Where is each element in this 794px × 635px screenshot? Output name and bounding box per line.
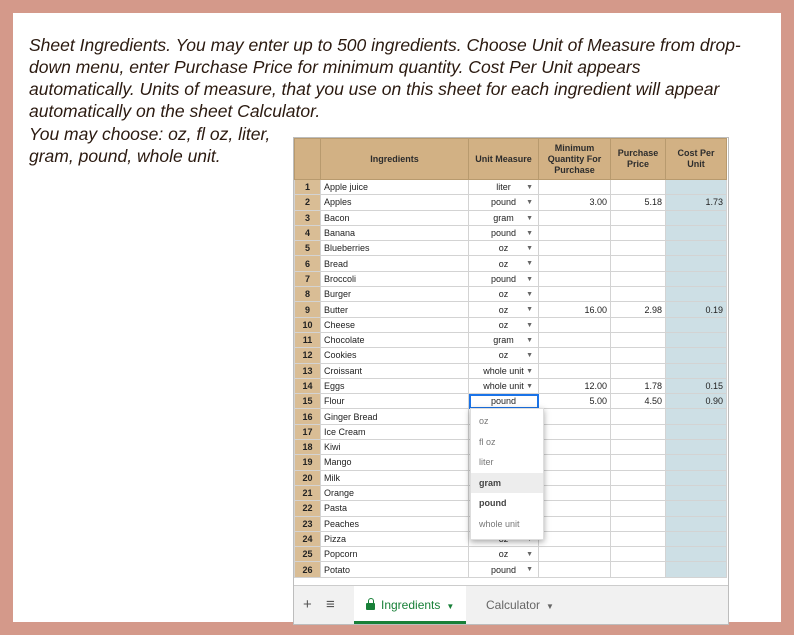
purchase-price-cell[interactable] [611, 180, 666, 195]
unit-measure-cell[interactable] [469, 562, 539, 577]
purchase-price-cell[interactable] [611, 348, 666, 363]
lock-icon [366, 603, 375, 610]
row-number[interactable]: 4 [295, 225, 321, 240]
ingredient-cell[interactable]: Pasta [321, 501, 469, 516]
cost-per-unit-cell: 0.15 [666, 378, 727, 393]
add-sheet-icon[interactable]: + [303, 596, 312, 613]
unit-dropdown-menu[interactable] [470, 408, 544, 540]
ingredient-cell[interactable]: Bacon [321, 210, 469, 225]
cost-per-unit-cell [666, 455, 727, 470]
cost-per-unit-cell [666, 256, 727, 271]
table-row [295, 394, 727, 409]
unit-value: gram [493, 335, 514, 346]
tab-calculator-label: Calculator [486, 598, 541, 612]
min-quantity-cell[interactable] [539, 485, 611, 500]
min-quantity-cell[interactable] [539, 440, 611, 455]
cost-per-unit-cell [666, 225, 727, 240]
cost-per-unit-cell [666, 562, 727, 577]
unit-value: oz [498, 258, 509, 269]
cost-per-unit-cell [666, 180, 727, 195]
min-quantity-cell[interactable] [539, 516, 611, 531]
purchase-price-cell[interactable] [611, 501, 666, 516]
row-number[interactable]: 13 [295, 363, 321, 378]
dropdown-arrow-icon[interactable]: ▼ [526, 184, 533, 191]
ingredient-cell[interactable]: Kiwi [321, 440, 469, 455]
unit-measure-cell[interactable] [469, 378, 539, 393]
min-quantity-cell[interactable] [539, 225, 611, 240]
chevron-down-icon: ▼ [546, 602, 554, 611]
unit-measure-cell[interactable] [469, 210, 539, 225]
row-number[interactable]: 10 [295, 317, 321, 332]
dropdown-arrow-icon[interactable]: ▼ [526, 551, 533, 559]
ingredient-cell[interactable]: Milk [321, 470, 469, 485]
min-quantity-cell[interactable]: 3.00 [539, 195, 611, 210]
table-row [295, 225, 727, 240]
dropdown-arrow-icon[interactable]: ▼ [526, 352, 533, 360]
table-row [295, 317, 727, 332]
dropdown-arrow-icon[interactable]: ▼ [526, 382, 533, 390]
row-number[interactable]: 17 [295, 424, 321, 439]
dropdown-arrow-icon[interactable]: ▼ [526, 566, 533, 574]
purchase-price-cell[interactable] [611, 485, 666, 500]
row-number[interactable]: 7 [295, 271, 321, 286]
min-quantity-cell[interactable] [539, 531, 611, 546]
row-number[interactable]: 18 [295, 440, 321, 455]
dropdown-arrow-icon[interactable]: ▼ [526, 306, 533, 314]
min-quantity-cell[interactable] [539, 210, 611, 225]
purchase-price-cell[interactable] [611, 256, 666, 271]
purchase-price-cell[interactable] [611, 332, 666, 347]
cost-per-unit-cell [666, 241, 727, 256]
purchase-price-cell[interactable] [611, 424, 666, 439]
min-quantity-cell[interactable] [539, 287, 611, 302]
min-quantity-cell[interactable] [539, 241, 611, 256]
dropdown-option[interactable]: fl oz [479, 436, 496, 447]
table-row [295, 256, 727, 271]
unit-choices-text: You may choose: oz, fl oz, liter, gram, pound, whole unit. [29, 124, 271, 166]
unit-measure-cell[interactable] [469, 241, 539, 256]
table-row [295, 348, 727, 363]
min-quantity-cell[interactable] [539, 562, 611, 577]
dropdown-arrow-icon[interactable]: ▼ [526, 245, 533, 253]
min-quantity-cell[interactable] [539, 256, 611, 271]
row-number[interactable]: 11 [295, 332, 321, 347]
unit-measure-cell[interactable] [469, 195, 539, 210]
cost-per-unit-cell [666, 287, 727, 302]
min-quantity-cell[interactable] [539, 455, 611, 470]
purchase-price-cell[interactable] [611, 409, 666, 424]
ingredient-cell[interactable]: Mango [321, 455, 469, 470]
dropdown-arrow-icon[interactable]: ▼ [526, 275, 533, 283]
ingredient-cell[interactable]: Popcorn [321, 547, 469, 562]
unit-value: liter [496, 182, 511, 193]
dropdown-arrow-icon[interactable]: ▼ [526, 367, 533, 375]
unit-value: whole unit [483, 381, 524, 391]
ingredient-cell[interactable]: Butter [321, 302, 469, 317]
unit-measure-cell[interactable] [469, 394, 539, 409]
purchase-price-cell[interactable] [611, 455, 666, 470]
ingredient-cell[interactable]: Croissant [321, 363, 469, 378]
dropdown-option[interactable]: liter [479, 457, 494, 468]
sheet-tab-bar [294, 585, 728, 625]
cost-per-unit-cell: 0.90 [666, 394, 727, 409]
table-row [295, 302, 727, 317]
purchase-price-cell[interactable] [611, 516, 666, 531]
purchase-price-cell[interactable]: 4.50 [611, 394, 666, 409]
purchase-price-cell[interactable] [611, 210, 666, 225]
ingredient-cell[interactable]: Cheese [321, 317, 469, 332]
min-quantity-cell[interactable] [539, 348, 611, 363]
min-quantity-cell[interactable] [539, 547, 611, 562]
cost-per-unit-cell [666, 424, 727, 439]
unit-measure-cell[interactable] [469, 271, 539, 286]
table-row [295, 287, 727, 302]
ingredient-cell[interactable]: Blueberries [321, 241, 469, 256]
ingredient-cell[interactable]: Flour [321, 394, 469, 409]
dropdown-arrow-icon[interactable]: ▼ [526, 321, 533, 329]
ingredient-cell[interactable]: Banana [321, 225, 469, 240]
min-quantity-cell[interactable]: 5.00 [539, 394, 611, 409]
ingredient-cell[interactable]: Bread [321, 256, 469, 271]
table-row [295, 271, 727, 286]
unit-measure-cell[interactable] [469, 348, 539, 363]
row-number[interactable]: 26 [295, 562, 321, 577]
unit-measure-cell[interactable] [469, 547, 539, 562]
cost-per-unit-cell [666, 516, 727, 531]
cost-per-unit-cell [666, 317, 727, 332]
row-number[interactable]: 21 [295, 485, 321, 500]
chevron-down-icon: ▼ [446, 602, 455, 611]
cost-per-unit-cell [666, 363, 727, 378]
purchase-price-cell[interactable] [611, 241, 666, 256]
cost-per-unit-cell [666, 485, 727, 500]
row-number[interactable]: 14 [295, 378, 321, 393]
purchase-price-cell[interactable]: 5.18 [611, 195, 666, 210]
unit-value: pound [490, 197, 517, 208]
unit-value: oz [498, 289, 509, 300]
purchase-price-cell[interactable] [611, 531, 666, 546]
row-number[interactable]: 25 [295, 547, 321, 562]
ingredient-cell[interactable]: Eggs [321, 378, 469, 393]
purchase-price-cell[interactable] [611, 562, 666, 577]
table-row [295, 363, 727, 378]
ingredient-cell[interactable]: Broccoli [321, 271, 469, 286]
unit-value: whole unit [483, 365, 524, 376]
unit-value: oz [498, 304, 509, 315]
unit-value: oz [498, 319, 509, 330]
table-row [295, 332, 727, 347]
cost-per-unit-cell [666, 547, 727, 562]
row-number[interactable]: 20 [295, 470, 321, 485]
unit-measure-cell[interactable] [469, 256, 539, 271]
unit-measure-cell[interactable] [469, 180, 539, 195]
dropdown-option[interactable]: oz [479, 416, 489, 426]
header-unit-measure[interactable]: Unit Measure [469, 139, 539, 180]
purchase-price-cell[interactable] [611, 317, 666, 332]
min-quantity-cell[interactable] [539, 424, 611, 439]
ingredient-cell[interactable]: Potato [321, 562, 469, 577]
purchase-price-cell[interactable]: 1.78 [611, 378, 666, 393]
ingredient-cell[interactable]: Apples [321, 195, 469, 210]
row-number[interactable]: 8 [295, 287, 321, 302]
row-number[interactable]: 19 [295, 455, 321, 470]
min-quantity-cell[interactable] [539, 317, 611, 332]
row-number[interactable]: 15 [295, 394, 321, 409]
min-quantity-cell[interactable] [539, 501, 611, 516]
table-row [295, 562, 727, 577]
unit-value: pound [490, 228, 517, 239]
min-quantity-cell[interactable] [539, 271, 611, 286]
unit-value: gram [493, 212, 514, 223]
min-quantity-cell[interactable] [539, 470, 611, 485]
ingredient-cell[interactable]: Apple juice [321, 180, 469, 195]
cost-per-unit-cell [666, 332, 727, 347]
cost-per-unit-cell [666, 501, 727, 516]
corner-header [295, 139, 321, 180]
cost-per-unit-cell [666, 348, 727, 363]
table-row [295, 241, 727, 256]
purchase-price-cell[interactable] [611, 440, 666, 455]
spreadsheet [293, 137, 729, 625]
row-number[interactable]: 22 [295, 501, 321, 516]
min-quantity-cell[interactable]: 12.00 [539, 378, 611, 393]
purchase-price-cell[interactable] [611, 470, 666, 485]
ingredient-cell[interactable]: Burger [321, 287, 469, 302]
min-quantity-cell[interactable] [539, 332, 611, 347]
cost-per-unit-cell [666, 271, 727, 286]
unit-value: oz [498, 549, 509, 560]
cost-per-unit-cell [666, 409, 727, 424]
header-purchase-price[interactable]: Purchase Price [611, 139, 666, 180]
purchase-price-cell[interactable] [611, 363, 666, 378]
cost-per-unit-cell [666, 470, 727, 485]
unit-measure-cell[interactable] [469, 225, 539, 240]
min-quantity-cell[interactable] [539, 363, 611, 378]
unit-value: pound [490, 396, 517, 407]
unit-measure-cell[interactable] [469, 287, 539, 302]
cost-per-unit-cell [666, 440, 727, 455]
dropdown-arrow-icon[interactable]: ▼ [526, 260, 533, 268]
unit-measure-cell[interactable] [469, 317, 539, 332]
ingredient-cell[interactable]: Peaches [321, 516, 469, 531]
row-number[interactable]: 1 [295, 180, 321, 195]
dropdown-arrow-icon[interactable]: ▼ [526, 291, 533, 299]
row-number[interactable]: 24 [295, 531, 321, 546]
purchase-price-cell[interactable] [611, 287, 666, 302]
dropdown-arrow-icon[interactable]: ▼ [526, 199, 533, 207]
unit-value: pound [490, 564, 517, 575]
purchase-price-cell[interactable]: 2.98 [611, 302, 666, 317]
table-row [295, 195, 727, 210]
min-quantity-cell[interactable]: 16.00 [539, 302, 611, 317]
unit-value: oz [498, 243, 509, 254]
table-row [295, 210, 727, 225]
instructions-paragraph: Sheet Ingredients. You may enter up to 500 ingredients. Choose Unit of Measure from drop-down menu, enter Purchase Price for minimum quantity. Cost Per Unit appears automatically. Units of measure, that you use on this sheet for each ingredient will appear automatically on the sheet Calculator. [29, 35, 741, 121]
row-number[interactable]: 2 [295, 195, 321, 210]
row-number[interactable]: 3 [295, 210, 321, 225]
unit-measure-cell[interactable] [469, 332, 539, 347]
dropdown-option[interactable]: pound [479, 498, 507, 509]
tab-ingredients-label: Ingredients [381, 598, 441, 612]
row-number[interactable]: 6 [295, 256, 321, 271]
header-min-quantity[interactable]: Minimum Quantity For Purchase [539, 139, 611, 180]
ingredient-cell[interactable]: Ice Cream [321, 424, 469, 439]
purchase-price-cell[interactable] [611, 547, 666, 562]
dropdown-arrow-icon[interactable]: ▼ [526, 214, 533, 222]
purchase-price-cell[interactable] [611, 271, 666, 286]
unit-value: oz [498, 350, 509, 361]
cost-per-unit-cell: 0.19 [666, 302, 727, 317]
row-number[interactable]: 9 [295, 302, 321, 317]
dropdown-option[interactable]: whole unit [479, 518, 520, 529]
table-row [295, 378, 727, 393]
ingredient-cell[interactable]: Cookies [321, 348, 469, 363]
row-number[interactable]: 16 [295, 409, 321, 424]
header-cost-per-unit[interactable]: Cost Per Unit [666, 139, 727, 180]
unit-measure-cell[interactable] [469, 363, 539, 378]
all-sheets-icon[interactable]: ≡ [326, 596, 335, 613]
table-row [295, 547, 727, 562]
tab-calculator[interactable] [476, 586, 566, 624]
cost-per-unit-cell [666, 531, 727, 546]
purchase-price-cell[interactable] [611, 225, 666, 240]
dropdown-arrow-icon[interactable]: ▼ [526, 336, 533, 344]
header-row [295, 139, 727, 180]
header-ingredients[interactable]: Ingredients [321, 139, 469, 180]
table-row [295, 180, 727, 195]
row-number[interactable]: 23 [295, 516, 321, 531]
unit-value: pound [490, 273, 517, 284]
min-quantity-cell[interactable] [539, 409, 611, 424]
min-quantity-cell[interactable] [539, 180, 611, 195]
dropdown-arrow-icon[interactable]: ▼ [526, 229, 533, 237]
ingredient-cell[interactable]: Chocolate [321, 332, 469, 347]
ingredient-cell[interactable]: Ginger Bread [321, 409, 469, 424]
row-number[interactable]: 12 [295, 348, 321, 363]
cost-per-unit-cell [666, 210, 727, 225]
dropdown-option[interactable]: gram [471, 473, 543, 494]
tab-ingredients[interactable] [354, 586, 466, 624]
ingredient-cell[interactable]: Pizza [321, 531, 469, 546]
ingredient-cell[interactable]: Orange [321, 485, 469, 500]
unit-measure-cell[interactable] [469, 302, 539, 317]
cost-per-unit-cell: 1.73 [666, 195, 727, 210]
row-number[interactable]: 5 [295, 241, 321, 256]
